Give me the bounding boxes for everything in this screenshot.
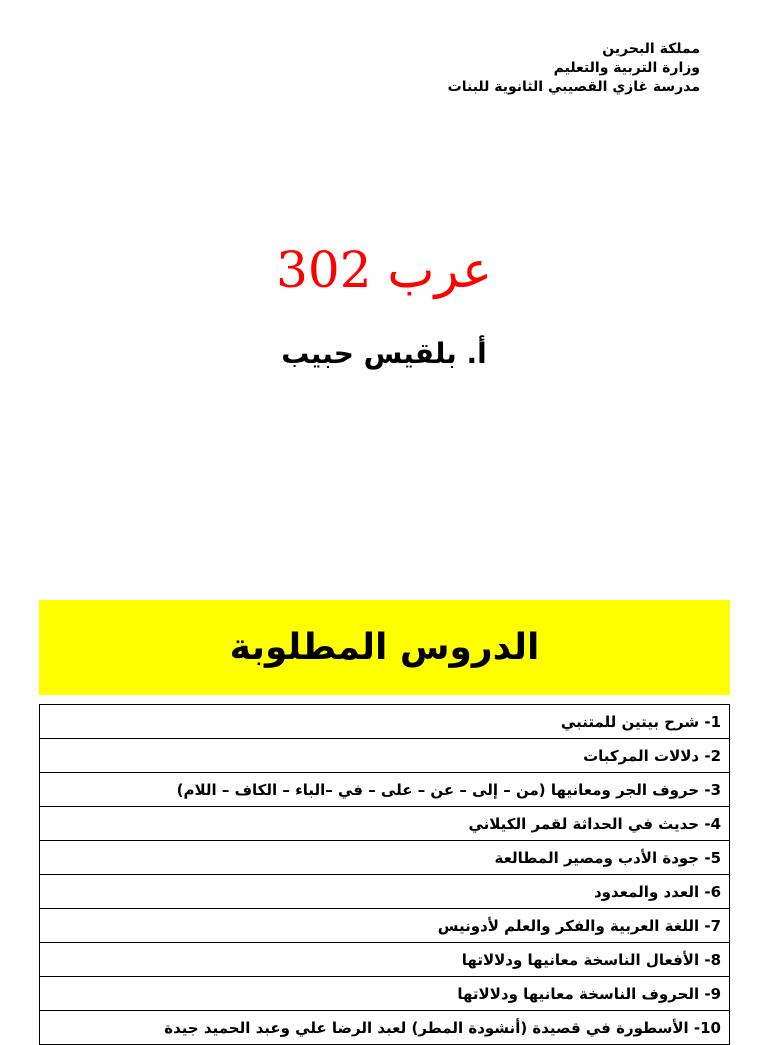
lesson-item: 10- الأسطورة في قصيدة (أنشودة المطر) لعبد الرضا علي وعبد الحميد جيدة [40, 1011, 730, 1045]
lesson-item: 6- العدد والمعدود [40, 875, 730, 909]
lesson-item: 3- حروف الجر ومعانيها (من – إلى – عن – على – في –الباء – الكاف – اللام) [40, 773, 730, 807]
table-row [40, 909, 730, 943]
table-row [40, 977, 730, 1011]
lesson-item: 1- شرح بيتين للمتنبي [40, 705, 730, 739]
table-row [40, 705, 730, 739]
school-header [300, 40, 700, 97]
lesson-item: 7- اللغة العربية والفكر والعلم لأدونيس [40, 909, 730, 943]
lesson-item: 9- الحروف الناسخة معانيها ودلالاتها [40, 977, 730, 1011]
table-row [40, 1011, 730, 1045]
lesson-item: 5- جودة الأدب ومصير المطالعة [40, 841, 730, 875]
table-row [40, 841, 730, 875]
course-title: عرب 302 [276, 241, 492, 299]
table-row [40, 875, 730, 909]
table-row [40, 943, 730, 977]
school-name: مدرسة غازي القصيبي الثانوية للبنات [447, 79, 700, 95]
lesson-item: 4- حديث في الحداثة لقمر الكيلاني [40, 807, 730, 841]
table-row [40, 807, 730, 841]
ministry-name: وزارة التربية والتعليم [553, 60, 700, 76]
teacher-name: أ. بلقيس حبيب [281, 337, 487, 370]
lessons-table [39, 704, 730, 1045]
lessons-banner [39, 600, 730, 695]
lesson-item: 2- دلالات المركبات [40, 739, 730, 773]
table-row [40, 739, 730, 773]
kingdom-name: مملكة البحرين [602, 41, 700, 57]
table-row [40, 773, 730, 807]
lesson-item: 8- الأفعال الناسخة معانيها ودلالاتها [40, 943, 730, 977]
banner-title: الدروس المطلوبة [229, 627, 540, 668]
